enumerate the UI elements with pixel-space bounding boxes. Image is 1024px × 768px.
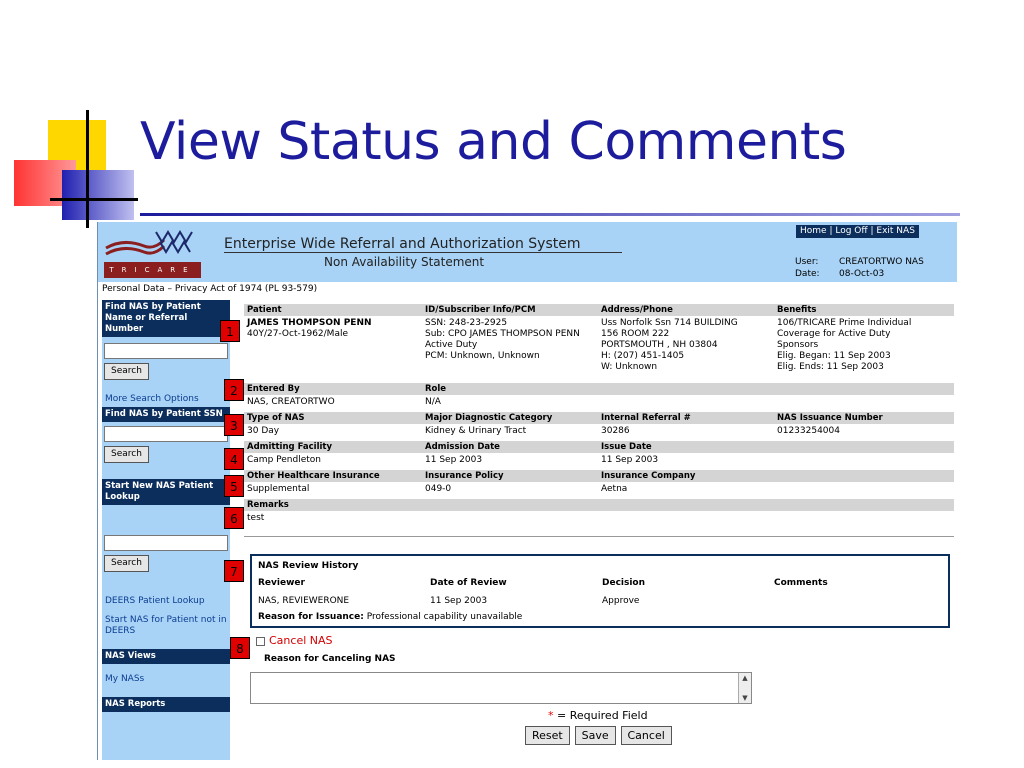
remarks-value: test [247,513,265,523]
patient-values-row [244,318,954,378]
tricare-wordmark: TRICARE [104,262,201,278]
required-field-text: = Required Field [557,709,648,722]
header-cell: Insurance Policy [425,471,504,481]
other-insurance-value: Supplemental [247,484,310,494]
benefit-line: Elig. Ends: 11 Sep 2003 [777,362,884,372]
id-line: SSN: 248-23-2925 [425,318,508,328]
textarea-scrollbar[interactable] [738,673,751,703]
remarks-header-row [244,499,954,511]
id-line: Sub: CPO JAMES THOMPSON PENN [425,329,580,339]
my-nas-link[interactable]: My NASs [105,674,145,684]
form-actions [525,726,674,745]
diagnostic-category-value: Kidney & Urinary Tract [425,426,527,436]
date-label: Date: [795,269,820,279]
name-search-input[interactable] [104,343,228,359]
cancel-nas-option[interactable] [256,634,333,647]
header-cell: Benefits [777,305,817,315]
internal-referral-value: 30286 [601,426,630,436]
save-button[interactable]: Save [575,726,616,745]
header-cell: Remarks [247,500,289,510]
header-cell: Type of NAS [247,413,305,423]
header-cell: Major Diagnostic Category [425,413,553,423]
type-header-row [244,412,954,424]
slide-decoration-blue [62,170,134,220]
more-search-options-link[interactable]: More Search Options [105,394,199,404]
privacy-notice: Personal Data – Privacy Act of 1974 (PL 93-579) [98,282,957,296]
slide-decoration-line [86,110,89,228]
nas-type-value: 30 Day [247,426,280,436]
address-line: H: (207) 451-1405 [601,351,685,361]
slide-title-rule [140,213,960,216]
system-title: Enterprise Wide Referral and Authorization System [224,236,581,252]
header-cell: Internal Referral # [601,413,691,423]
insurance-policy-value: 049-0 [425,484,452,494]
sidebar [102,300,230,760]
reviewer-value: NAS, REVIEWERONE [258,596,350,606]
home-link[interactable]: Home [800,226,827,236]
patient-name: JAMES THOMPSON PENN [247,318,372,328]
review-history-title: NAS Review History [258,561,359,571]
issuance-number-value: 01233254004 [777,426,840,436]
facility-value: Camp Pendleton [247,455,321,465]
top-nav [796,225,919,238]
system-title-rule [224,252,622,253]
logoff-link[interactable]: Log Off [835,226,868,236]
reason-for-canceling-label: Reason for Canceling NAS [264,654,396,664]
issue-date-value: 11 Sep 2003 [601,455,659,465]
slide-decoration-line [50,198,138,201]
cancel-reason-textarea[interactable] [250,672,752,704]
facility-header-row [244,441,954,453]
reason-for-issuance [258,612,522,622]
section-divider [244,536,954,537]
required-field-note [548,709,648,722]
patient-lookup-input[interactable] [104,535,228,551]
benefit-line: Coverage for Active Duty [777,329,891,339]
exit-nas-link[interactable]: Exit NAS [876,226,915,236]
admission-date-value: 11 Sep 2003 [425,455,483,465]
review-header: Reviewer [258,578,305,588]
ssn-search-input[interactable] [104,426,228,442]
reset-button[interactable]: Reset [525,726,570,745]
nas-reports-heading: NAS Reports [102,697,230,712]
patient-header-row [244,304,954,316]
cancel-nas-checkbox[interactable] [256,637,265,646]
search-button[interactable]: Search [104,363,149,380]
nav-separator: | [870,226,874,236]
reason-label: Reason for Issuance: [258,612,364,622]
entered-by-value: NAS, CREATORTWO [247,397,335,407]
header-cell: Entered By [247,384,300,394]
id-line: Active Duty [425,340,478,350]
app-banner [98,222,957,282]
benefit-line: Sponsors [777,340,819,350]
date-value: 08-Oct-03 [839,269,885,279]
address-line: 156 ROOM 222 [601,329,670,339]
search-button[interactable]: Search [104,555,149,572]
address-line: W: Unknown [601,362,658,372]
callout-badge: 8 [230,637,250,659]
search-button[interactable]: Search [104,446,149,463]
cancel-nas-label: Cancel NAS [269,634,333,647]
eagle-icon [104,228,201,262]
role-value: N/A [425,397,441,407]
callout-badge: 4 [224,448,244,470]
system-subtitle: Non Availability Statement [324,255,485,269]
header-cell: ID/Subscriber Info/PCM [425,305,536,315]
address-line: Uss Norfolk Ssn 714 BUILDING [601,318,738,328]
scroll-down-icon[interactable]: ▼ [742,694,748,702]
address-line: PORTSMOUTH , NH 03804 [601,340,718,350]
header-cell: Insurance Company [601,471,696,481]
header-cell: Admitting Facility [247,442,332,452]
start-new-nas-heading: Start New NAS Patient Lookup [102,479,230,505]
reason-value: Professional capability unavailable [366,612,523,622]
review-date-value: 11 Sep 2003 [430,596,488,606]
header-cell: Address/Phone [601,305,673,315]
user-label: User: [795,257,819,267]
id-line: PCM: Unknown, Unknown [425,351,540,361]
find-by-ssn-heading: Find NAS by Patient SSN [102,407,230,422]
entered-header-row [244,383,954,395]
patient-dob: 40Y/27-Oct-1962/Male [247,329,348,339]
user-value: CREATORTWO NAS [839,257,924,267]
review-header: Comments [774,578,828,588]
review-header: Decision [602,578,646,588]
callout-badge: 6 [224,507,244,529]
benefit-line: Elig. Began: 11 Sep 2003 [777,351,891,361]
nav-separator: | [829,226,833,236]
callout-badge: 5 [224,475,244,497]
header-cell: NAS Issuance Number [777,413,883,423]
user-info [795,256,924,280]
nas-views-heading: NAS Views [102,649,230,664]
callout-badge: 7 [224,560,244,582]
review-history-panel [250,554,950,628]
header-cell: Other Healthcare Insurance [247,471,380,481]
benefit-line: 106/TRICARE Prime Individual [777,318,912,328]
header-cell: Issue Date [601,442,652,452]
scroll-up-icon[interactable]: ▲ [742,674,748,682]
review-header: Date of Review [430,578,507,588]
slide-title: View Status and Comments [140,112,847,172]
required-star: * [548,709,554,722]
cancel-button[interactable]: Cancel [621,726,672,745]
decision-value: Approve [602,596,640,606]
callout-badge: 1 [220,320,240,342]
tricare-logo [104,228,201,278]
header-cell: Role [425,384,447,394]
callout-badge: 3 [224,414,244,436]
deers-lookup-link[interactable]: DEERS Patient Lookup [105,596,205,606]
find-by-name-heading: Find NAS by Patient Name or Referral Number [102,300,230,337]
callout-badge: 2 [224,379,244,401]
insurance-company-value: Aetna [601,484,628,494]
insurance-header-row [244,470,954,482]
header-cell: Patient [247,305,282,315]
start-nas-not-deers-link[interactable]: Start NAS for Patient not in DEERS [105,615,227,636]
header-cell: Admission Date [425,442,500,452]
